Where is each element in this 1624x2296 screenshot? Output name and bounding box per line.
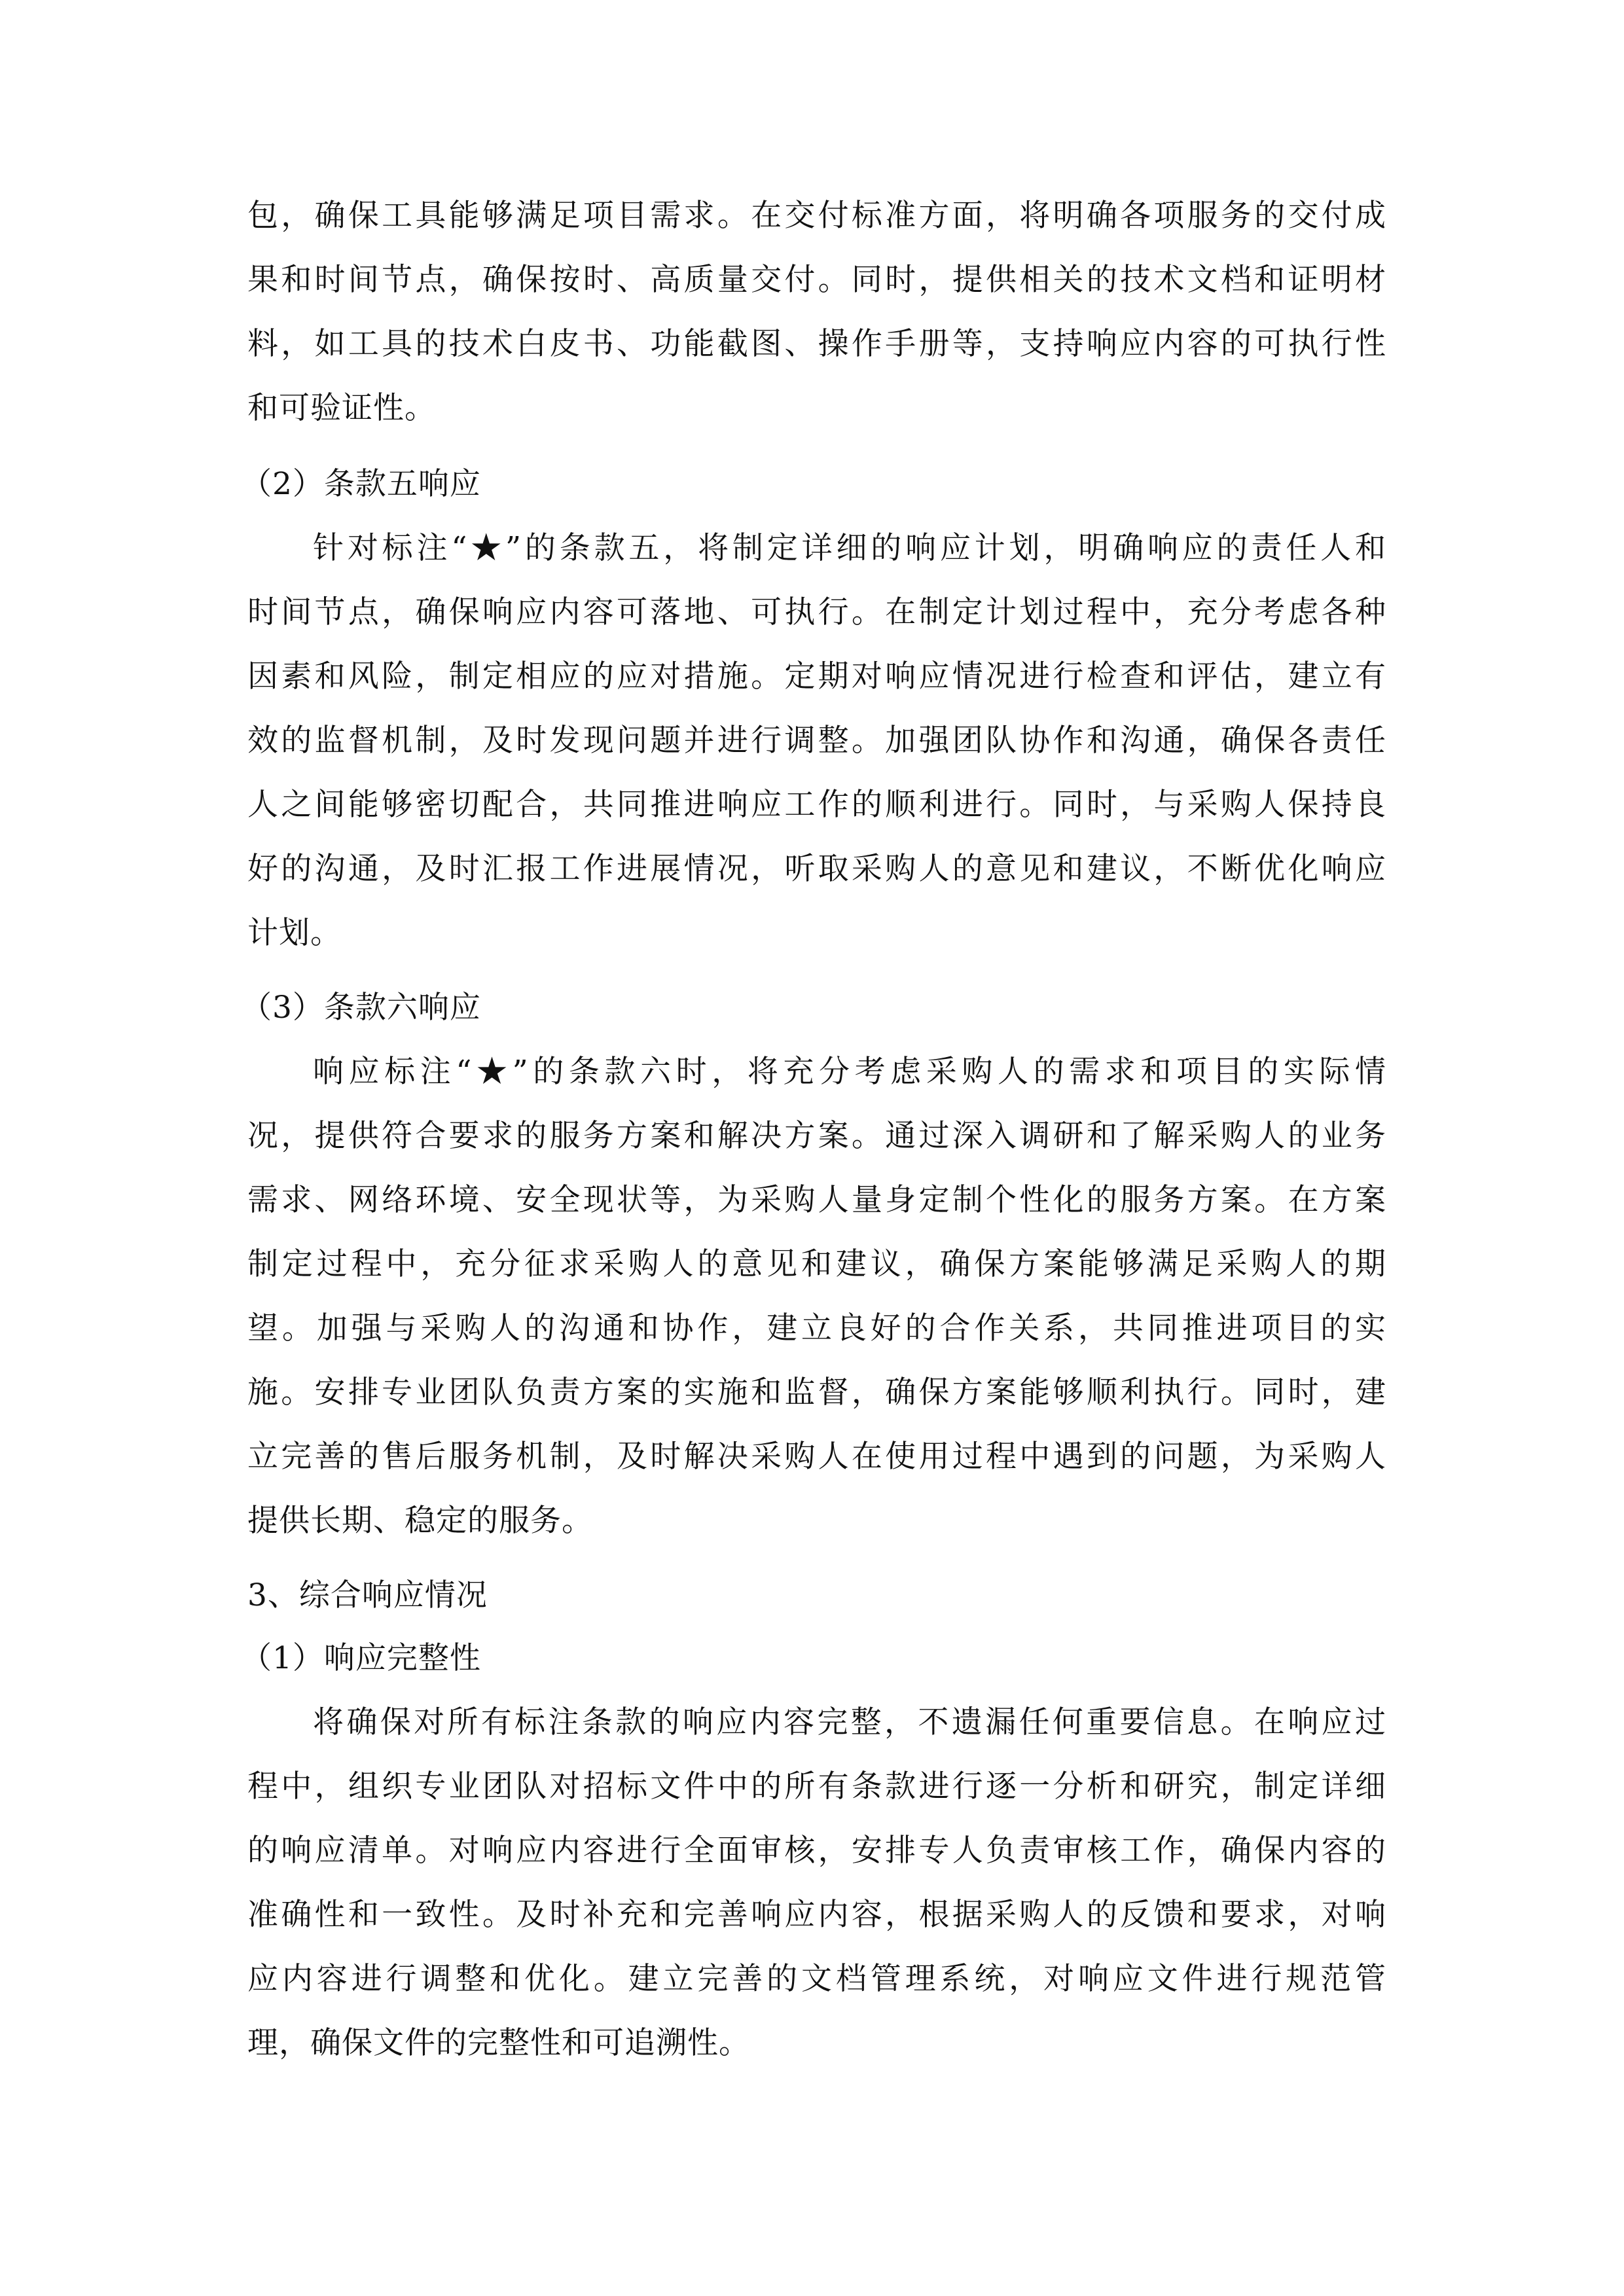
paragraph-line: 制定过程中，充分征求采购人的意见和建议，确保方案能够满足采购人的期	[247, 1246, 1386, 1282]
paragraph-line: 准确性和一致性。及时补充和完善响应内容，根据采购人的反馈和要求，对响	[247, 1897, 1386, 1933]
paragraph-line: 因素和风险，制定相应的应对措施。定期对响应情况进行检查和评估，建立有	[247, 658, 1386, 694]
paragraph-line: 时间节点，确保响应内容可落地、可执行。在制定计划过程中，充分考虑各种	[247, 594, 1386, 630]
section-heading-clause5: （2）条款五响应	[241, 466, 481, 502]
section-heading-overall: 3、综合响应情况	[247, 1577, 488, 1613]
subsection-heading-completeness: （1）响应完整性	[241, 1640, 481, 1676]
paragraph-line: 应内容进行调整和优化。建立完善的文档管理系统，对响应文件进行规范管	[247, 1961, 1386, 1997]
paragraph-line: 的响应清单。对响应内容进行全面审核，安排专人负责审核工作，确保内容的	[247, 1833, 1386, 1869]
section-heading-clause6: （3）条款六响应	[241, 990, 481, 1026]
paragraph-line: 效的监督机制，及时发现问题并进行调整。加强团队协作和沟通，确保各责任	[247, 723, 1386, 759]
paragraph-line: 立完善的售后服务机制，及时解决采购人在使用过程中遇到的问题，为采购人	[247, 1439, 1386, 1475]
paragraph-line: 和可验证性。	[247, 390, 436, 426]
paragraph-line: 将确保对所有标注条款的响应内容完整，不遗漏任何重要信息。在响应过	[313, 1704, 1386, 1740]
paragraph-line: 况，提供符合要求的服务方案和解决方案。通过深入调研和了解采购人的业务	[247, 1118, 1386, 1154]
paragraph-line: 理，确保文件的完整性和可追溯性。	[247, 2025, 750, 2061]
paragraph-line: 包，确保工具能够满足项目需求。在交付标准方面，将明确各项服务的交付成	[247, 198, 1386, 234]
paragraph-line: 需求、网络环境、安全现状等，为采购人量身定制个性化的服务方案。在方案	[247, 1182, 1386, 1218]
paragraph-line: 程中，组织专业团队对招标文件中的所有条款进行逐一分析和研究，制定详细	[247, 1768, 1386, 1804]
paragraph-line: 针对标注“★”的条款五，将制定详细的响应计划，明确响应的责任人和	[313, 530, 1386, 566]
paragraph-line: 响应标注“★”的条款六时，将充分考虑采购人的需求和项目的实际情	[313, 1054, 1386, 1090]
paragraph-line: 施。安排专业团队负责方案的实施和监督，确保方案能够顺利执行。同时，建	[247, 1374, 1386, 1410]
paragraph-line: 果和时间节点，确保按时、高质量交付。同时，提供相关的技术文档和证明材	[247, 262, 1386, 298]
paragraph-line: 好的沟通，及时汇报工作进展情况，听取采购人的意见和建议，不断优化响应	[247, 851, 1386, 887]
paragraph-line: 望。加强与采购人的沟通和协作，建立良好的合作关系，共同推进项目的实	[247, 1310, 1386, 1346]
paragraph-line: 人之间能够密切配合，共同推进响应工作的顺利进行。同时，与采购人保持良	[247, 787, 1386, 823]
paragraph-line: 料，如工具的技术白皮书、功能截图、操作手册等，支持响应内容的可执行性	[247, 326, 1386, 362]
paragraph-line: 计划。	[247, 915, 342, 951]
paragraph-line: 提供长期、稳定的服务。	[247, 1503, 593, 1539]
